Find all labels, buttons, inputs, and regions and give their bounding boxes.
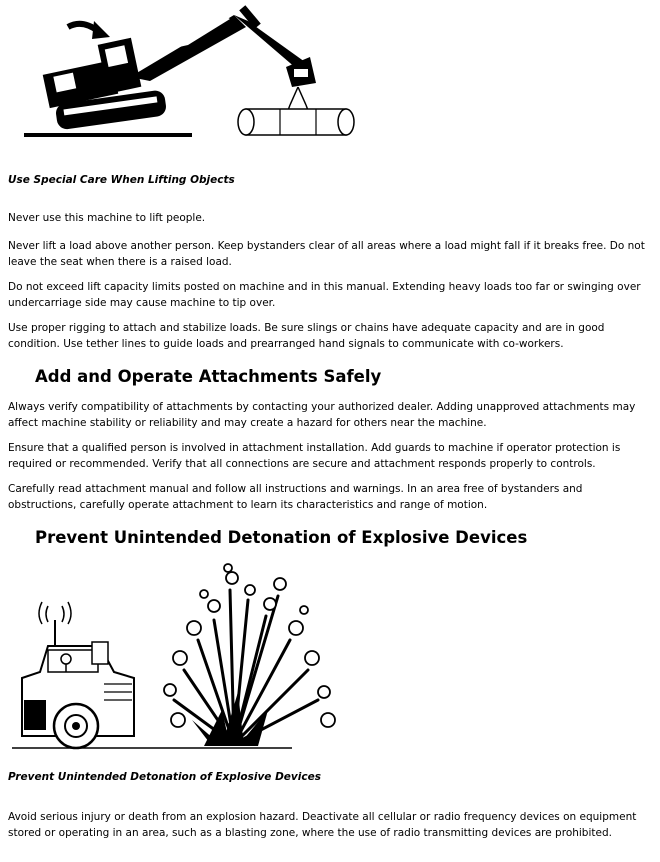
- explosives-paragraph-1: Avoid serious injury or death from an explosion hazard. Deactivate all cellular or radio frequency devices on equipment stored or operating in an area, such as a blasting zone, where the use of radio transmitting devices are prohibited.: [8, 811, 637, 839]
- explosives-heading: Prevent Unintended Detonation of Explosive Devices: [35, 528, 528, 547]
- attachments-paragraph-3: Carefully read attachment manual and follow all instructions and warnings. In an area free of bystanders and obstructions, carefully operate attachment to learn its characteristics and range of motion.: [8, 483, 583, 511]
- lifting-paragraph-4: Use proper rigging to attach and stabilize loads. Be sure slings or chains have adequate capacity and are in good condition. Use tether lines to guide loads and prearranged hand signals to communicate with co-workers.: [8, 322, 605, 350]
- attachments-paragraph-2: Ensure that a qualified person is involved in attachment installation. Add guards to machine if operator protection is required or recommended. Verify that all connections are secure and attachment responds properly to controls.: [8, 442, 621, 470]
- excavator-lifting-illustration: [20, 5, 360, 140]
- attachments-paragraph-1: Always verify compatibility of attachments by contacting your authorized dealer. Adding unapproved attachments may affect machine stability or reliability and may create a hazard for others near the machine.: [8, 401, 636, 429]
- lifting-figure-caption: Use Special Care When Lifting Objects: [8, 174, 235, 186]
- attachments-heading: Add and Operate Attachments Safely: [35, 367, 382, 386]
- lifting-paragraph-1: Never use this machine to lift people.: [8, 212, 206, 224]
- lifting-paragraph-2: Never lift a load above another person. Keep bystanders clear of all areas where a load might fall if it breaks free. Do not leave the seat when there is a raised load.: [8, 240, 645, 268]
- radio-detonation-illustration: [8, 560, 358, 755]
- explosives-figure-caption: Prevent Unintended Detonation of Explosive Devices: [8, 771, 321, 783]
- lifting-paragraph-3: Do not exceed lift capacity limits posted on machine and in this manual. Extending heavy loads too far or swinging over undercarriage side may cause machine to tip over.: [8, 281, 641, 309]
